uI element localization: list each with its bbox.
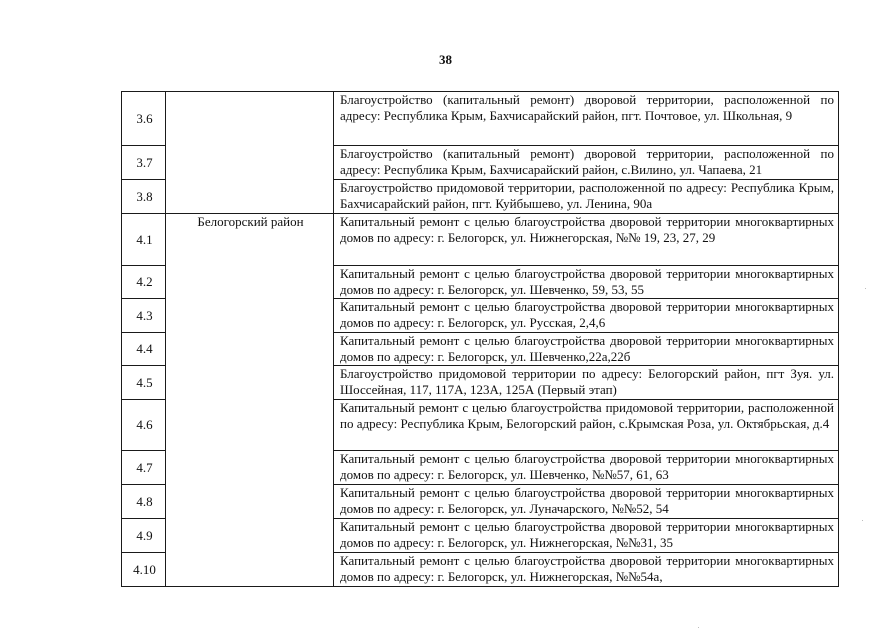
row-number: 3.6	[122, 92, 166, 146]
table-row	[122, 92, 839, 146]
row-number: 4.9	[122, 519, 166, 553]
row-description: Благоустройство (капитальный ремонт) дворовой территории, расположенной по адресу: Республика Крым, Бахчисарайский район, с.Вилино, ул. Чапаева, 21	[334, 146, 839, 180]
row-number: 3.8	[122, 180, 166, 214]
row-description: Капитальный ремонт с целью благоустройства придомовой территории, расположенной по адресу: Республика Крым, Белогорский район, с.Крымская Роза, ул. Октябрьская, д.4	[334, 400, 839, 451]
row-description: Капитальный ремонт с целью благоустройства дворовой территории многоквартирных домов по адресу: г. Белогорск, ул. Нижнегорская, №№ 19, 23, 27, 29	[334, 214, 839, 266]
row-description: Капитальный ремонт с целью благоустройства дворовой территории многоквартирных домов по адресу: г. Белогорск, ул. Шевченко,22а,22б	[334, 333, 839, 366]
row-description: Благоустройство (капитальный ремонт) дворовой территории, расположенной по адресу: Республика Крым, Бахчисарайский район, пгт. Почтовое, ул. Школьная, 9	[334, 92, 839, 146]
scan-speck	[865, 288, 866, 289]
row-number: 4.6	[122, 400, 166, 451]
row-number: 4.10	[122, 553, 166, 587]
row-number: 4.4	[122, 333, 166, 366]
row-number: 4.8	[122, 485, 166, 519]
row-number: 4.1	[122, 214, 166, 266]
row-description: Благоустройство придомовой территории по адресу: Белогорский район, пгт Зуя. ул. Шоссейная, 117, 117А, 123А, 125А (Первый этап)	[334, 366, 839, 400]
page-number: 38	[439, 52, 452, 67]
row-description: Капитальный ремонт с целью благоустройства дворовой территории многоквартирных домов по адресу: г. Белогорск, ул. Нижнегорская, №№54а,	[334, 553, 839, 587]
row-number: 4.5	[122, 366, 166, 400]
table-row	[122, 214, 839, 266]
row-number: 3.7	[122, 146, 166, 180]
district-cell: Белогорский район	[166, 214, 334, 587]
row-description: Капитальный ремонт с целью благоустройства дворовой территории многоквартирных домов по адресу: г. Белогорск, ул. Шевченко, 59, 53, 55	[334, 266, 839, 299]
row-number: 4.7	[122, 451, 166, 485]
row-description: Капитальный ремонт с целью благоустройства дворовой территории многоквартирных домов по адресу: г. Белогорск, ул. Русская, 2,4,6	[334, 299, 839, 333]
works-table	[121, 91, 839, 587]
row-description: Благоустройство придомовой территории, расположенной по адресу: Республика Крым, Бахчисарайский район, пгт. Куйбышево, ул. Ленина, 90а	[334, 180, 839, 214]
row-description: Капитальный ремонт с целью благоустройства дворовой территории многоквартирных домов по адресу: г. Белогорск, ул. Луначарского, №№52, 54	[334, 485, 839, 519]
row-description: Капитальный ремонт с целью благоустройства дворовой территории многоквартирных домов по адресу: г. Белогорск, ул. Шевченко, №№57, 61, 63	[334, 451, 839, 485]
scan-speck	[698, 627, 699, 628]
scan-speck	[862, 520, 863, 521]
row-description: Капитальный ремонт с целью благоустройства дворовой территории многоквартирных домов по адресу: г. Белогорск, ул. Нижнегорская, №№31, 35	[334, 519, 839, 553]
district-cell	[166, 92, 334, 214]
row-number: 4.3	[122, 299, 166, 333]
row-number: 4.2	[122, 266, 166, 299]
